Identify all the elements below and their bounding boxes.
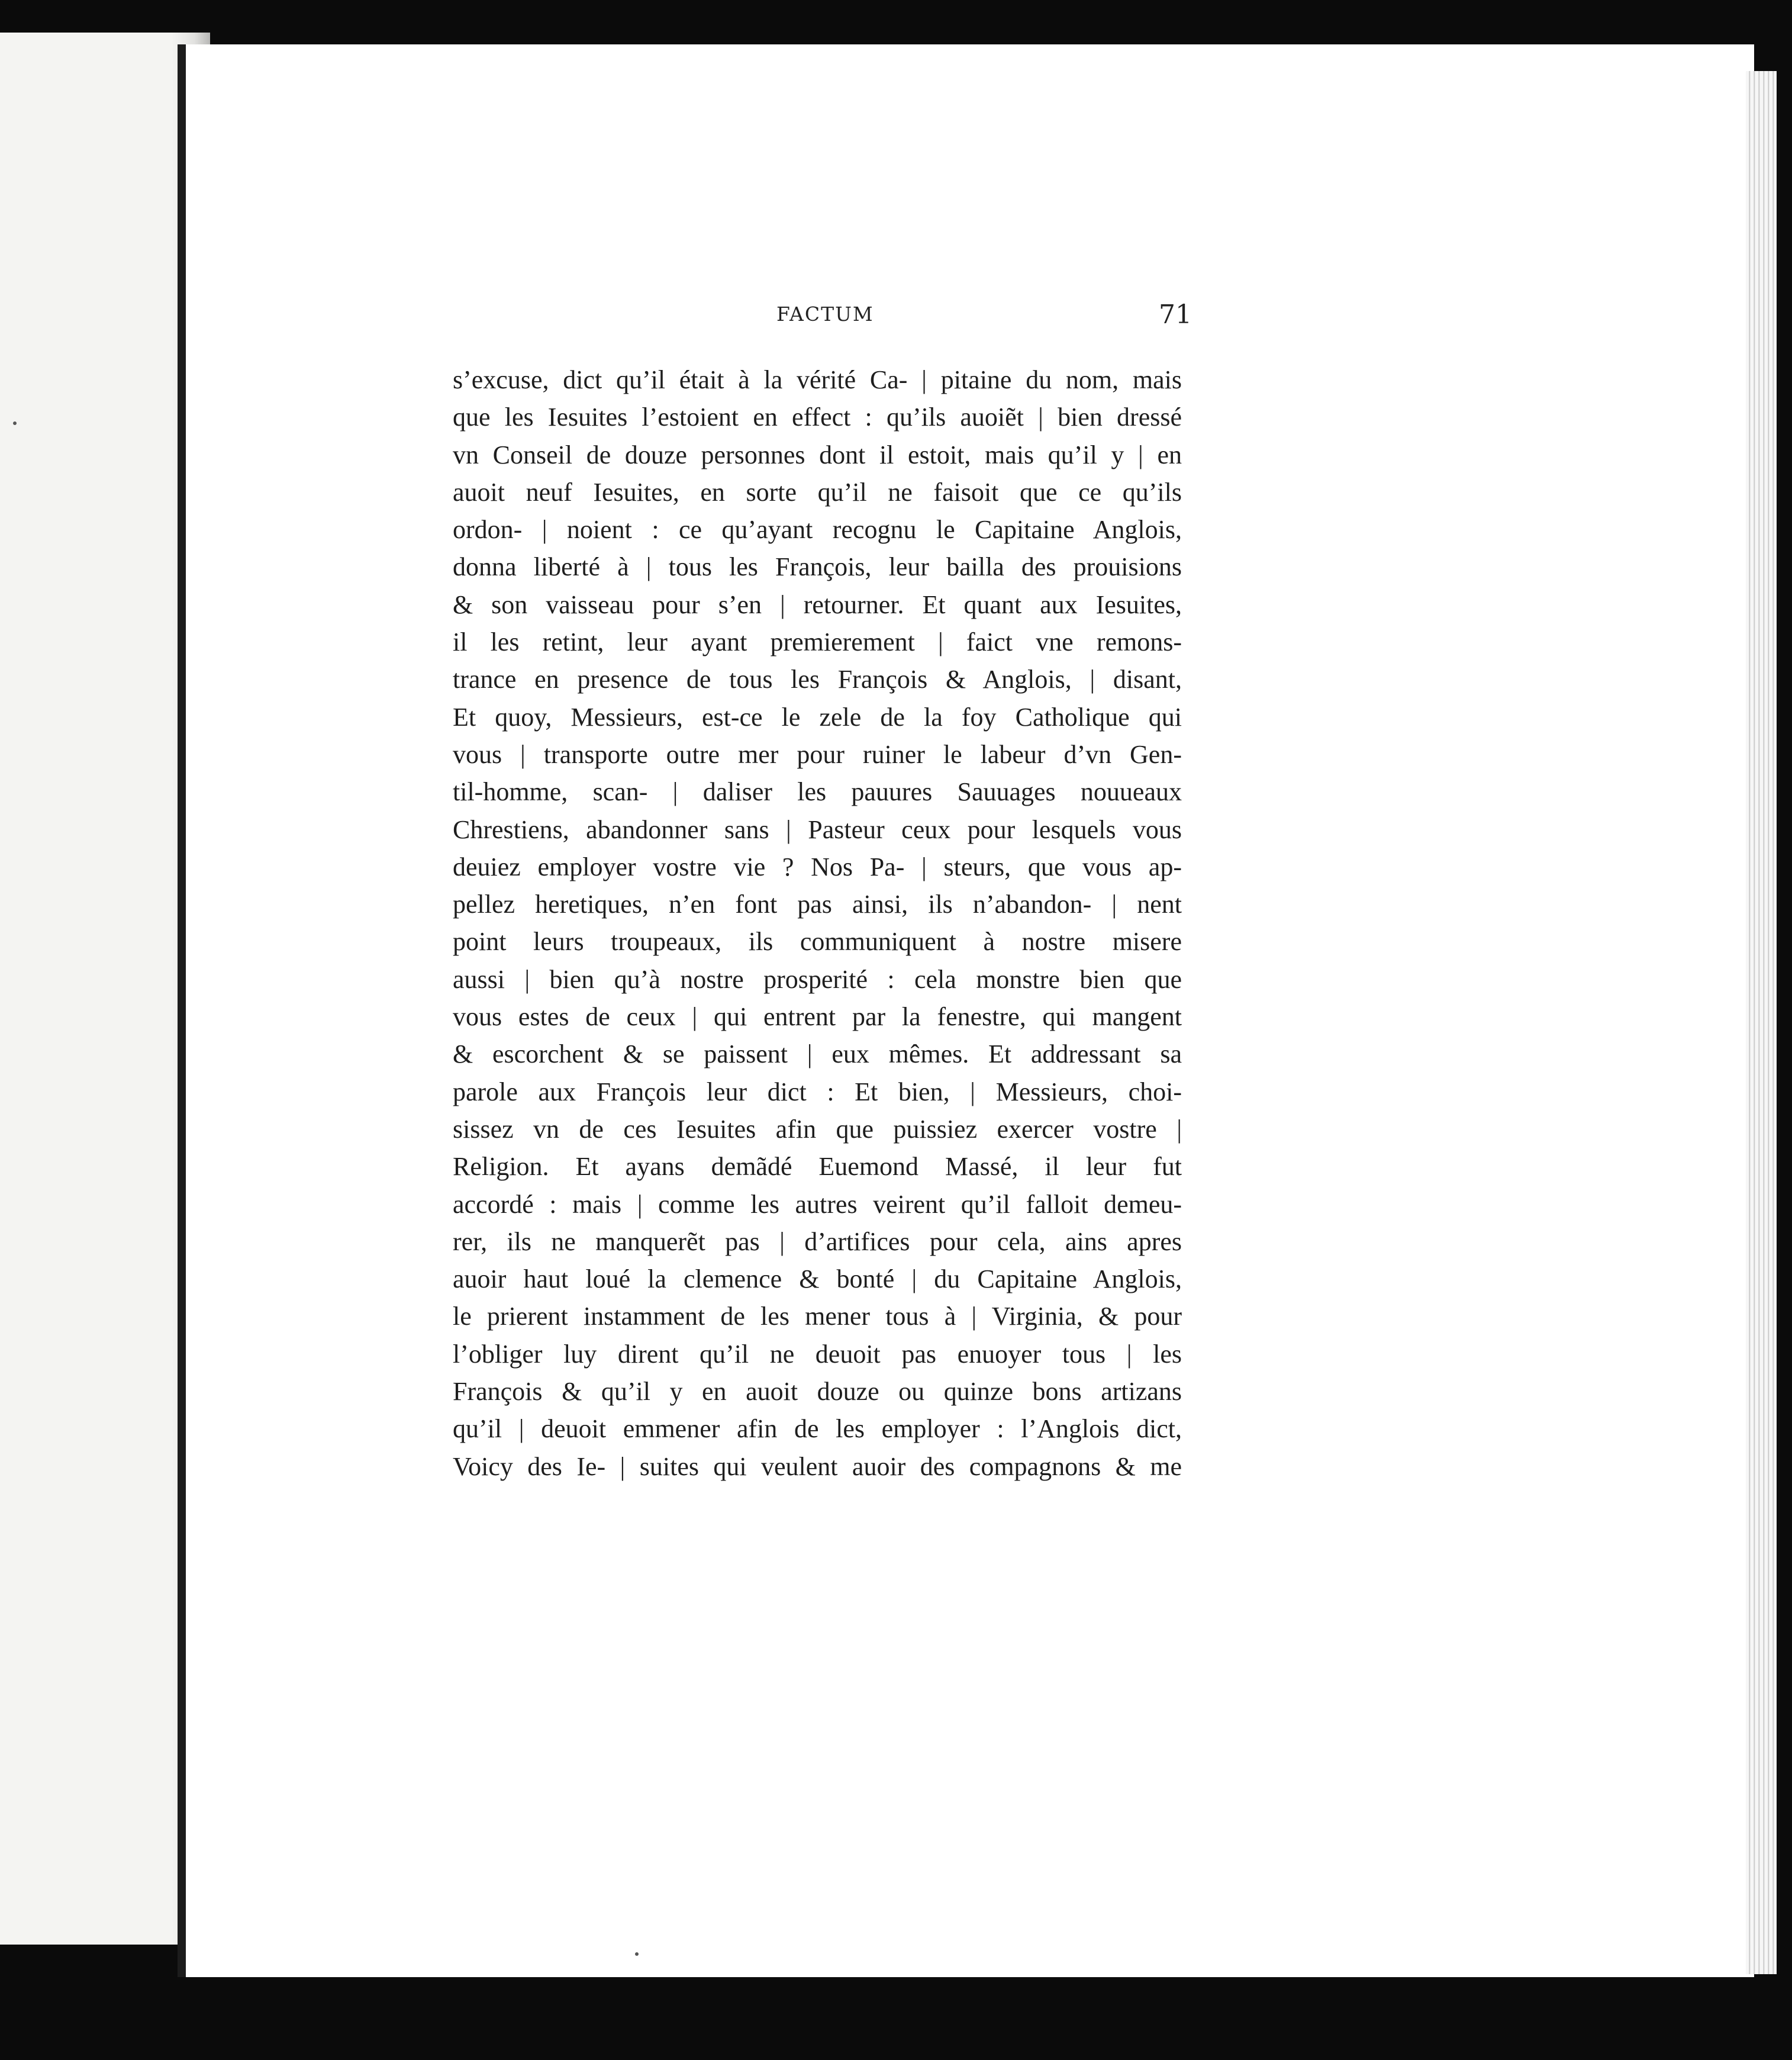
- page-stack-edges: [1746, 71, 1777, 1974]
- text-line: qu’il | deuoit emmener afin de les employer : l’Anglois dict,: [453, 1414, 1182, 1444]
- text-line: s’excuse, dict qu’il était à la vérité Ca- | pitaine du nom, mais: [453, 365, 1182, 394]
- text-line: til-homme, scan- | daliser les pauures Sauuages nouueaux: [453, 777, 1182, 807]
- text-line: Chrestiens, abandonner sans | Pasteur ceux pour lesquels vous: [453, 815, 1182, 844]
- text-line: vous estes de ceux | qui entrent par la fenestre, qui mangent: [453, 1002, 1182, 1032]
- text-line: il les retint, leur ayant premierement | faict vne remons-: [453, 627, 1182, 657]
- running-title: FACTUM: [776, 302, 874, 326]
- text-line: trance en presence de tous les François & Anglois, | disant,: [453, 665, 1182, 694]
- text-line: & son vaisseau pour s’en | retourner. Et quant aux Iesuites,: [453, 590, 1182, 619]
- text-line: auoit neuf Iesuites, en sorte qu’il ne faisoit que ce qu’ils: [453, 477, 1182, 507]
- text-line: point leurs troupeaux, ils communiquent à nostre misere: [453, 927, 1182, 957]
- text-line: parole aux François leur dict : Et bien, | Messieurs, choi-: [453, 1077, 1182, 1106]
- dust-speck: [13, 421, 17, 425]
- text-line: François & qu’il y en auoit douze ou quinze bons artizans: [453, 1377, 1182, 1406]
- text-line: Et quoy, Messieurs, est-ce le zele de la foy Catholique qui: [453, 702, 1182, 732]
- text-line: accordé : mais | comme les autres veirent qu’il falloit demeu-: [453, 1189, 1182, 1219]
- text-line: pellez heretiques, n’en font pas ainsi, ils n’abandon- | nent: [453, 890, 1182, 919]
- text-line: vn Conseil de douze personnes dont il estoit, mais qu’il y | en: [453, 440, 1182, 469]
- text-line: aussi | bien qu’à nostre prosperité : cela monstre bien que: [453, 964, 1182, 994]
- text-line: donna liberté à | tous les François, leur bailla des prouisions: [453, 552, 1182, 582]
- text-line: le prierent instamment de les mener tous à | Virginia, & pour: [453, 1302, 1182, 1331]
- page-number: 71: [1159, 300, 1192, 330]
- text-line: rer, ils ne manquerẽt pas | d’artifices pour cela, ains apres: [453, 1227, 1182, 1256]
- text-line: & escorchent & se paissent | eux mêmes. Et addressant sa: [453, 1039, 1182, 1069]
- text-line: que les Iesuites l’estoient en effect : qu’ils auoiẽt | bien dressé: [453, 403, 1182, 432]
- text-line: auoir haut loué la clemence & bonté | du Capitaine Anglois,: [453, 1264, 1182, 1294]
- body-text: [453, 361, 1182, 1485]
- text-line: ordon- | noient : ce qu’ayant recognu le Capitaine Anglois,: [453, 515, 1182, 545]
- dust-speck: [635, 1952, 639, 1956]
- text-line: Religion. Et ayans demãdé Euemond Massé, il leur fut: [453, 1152, 1182, 1182]
- text-line: Voicy des Ie- | suites qui veulent auoir des compagnons & me: [453, 1451, 1182, 1481]
- text-line: l’obliger luy dirent qu’il ne deuoit pas enuoyer tous | les: [453, 1339, 1182, 1369]
- text-line: vous | transporte outre mer pour ruiner le labeur d’vn Gen-: [453, 739, 1182, 769]
- text-line: deuiez employer vostre vie ? Nos Pa- | steurs, que vous ap-: [453, 852, 1182, 881]
- text-line: sissez vn de ces Iesuites afin que puissiez exercer vostre |: [453, 1114, 1182, 1144]
